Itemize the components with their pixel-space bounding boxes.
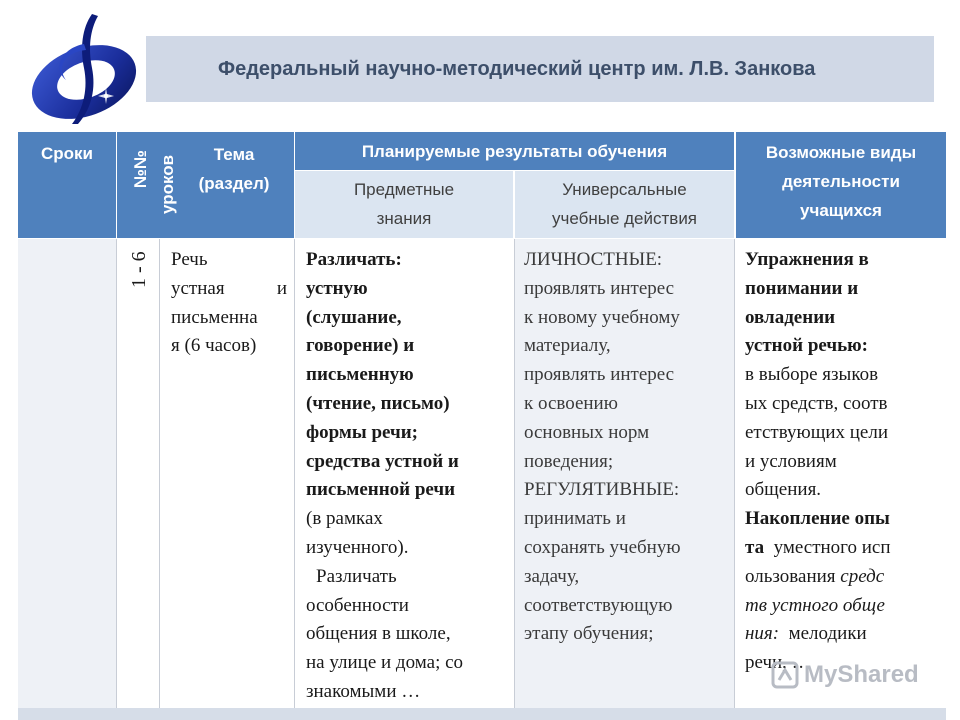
activities-line: устной речью: xyxy=(745,335,868,357)
activities-line: речи, … xyxy=(745,652,811,674)
subject-line: на улице и дома; со xyxy=(306,652,464,674)
activities-line: тв устного обще xyxy=(745,594,885,616)
subject-line: изученного). xyxy=(306,536,409,558)
activities-line-11 xyxy=(745,534,941,563)
header-urokov-label: уроков xyxy=(158,154,177,214)
tema-line: Речь xyxy=(171,249,208,270)
activities-line: ых средств, соотв xyxy=(745,392,888,414)
universal-line: соответствующую xyxy=(524,594,673,616)
universal-line: ЛИЧНОСТНЫЕ: xyxy=(524,249,663,270)
subject-line: (в рамках xyxy=(306,508,383,530)
tema-word: и xyxy=(276,277,287,299)
universal-line: принимать и xyxy=(524,508,626,530)
watermark xyxy=(770,660,919,690)
subject-line: письменной речи xyxy=(306,479,456,501)
activities-line: Накопление опы xyxy=(745,508,890,530)
universal-line: к освоению xyxy=(524,392,618,414)
watermark-icon xyxy=(770,660,800,690)
universal-line: поведения; xyxy=(524,450,614,472)
cell-sroki xyxy=(18,239,116,708)
watermark-text: MyShared xyxy=(804,661,919,688)
divider xyxy=(294,239,295,708)
tema-line: письменна xyxy=(171,306,258,328)
activities-text xyxy=(745,246,941,678)
subject-line: (слушание, xyxy=(306,306,402,328)
lesson-plan-table xyxy=(18,132,946,720)
activities-word: та xyxy=(745,536,765,558)
universal-line: сохранять учебную xyxy=(524,536,681,558)
activities-word: уместного исп xyxy=(773,536,891,558)
divider xyxy=(734,239,735,708)
center-title: Федеральный научно-методический центр им. Л.В. Занкова xyxy=(218,57,816,80)
subject-line: письменную xyxy=(306,364,414,386)
activities-line: понимании и xyxy=(745,277,859,299)
activities-line-14 xyxy=(745,620,941,649)
header-urokov xyxy=(160,132,182,238)
subject-line: Различать: xyxy=(306,249,402,270)
activities-line: овладении xyxy=(745,306,836,328)
header-universal-label: Универсальные учебные действия xyxy=(551,180,698,228)
universal-line: проявлять интерес xyxy=(524,277,675,299)
header-planned-label: Планируемые результаты обучения xyxy=(361,142,668,161)
header-num-label: №№ xyxy=(131,150,150,188)
activities-word: средс xyxy=(840,565,885,587)
lesson-numbers: 1 - 6 xyxy=(128,251,150,288)
header-sroki xyxy=(18,132,116,238)
header-tema-label: Тема (раздел) xyxy=(198,145,270,193)
header-activities xyxy=(735,132,946,238)
next-row-strip xyxy=(18,708,946,720)
activities-word: ользования xyxy=(745,565,836,587)
universal-line: проявлять интерес xyxy=(524,364,675,386)
activities-line: Упражнения в xyxy=(745,249,869,270)
activities-line: етствующих цели xyxy=(745,421,889,443)
header-subject xyxy=(295,171,514,238)
header-subject-label: Предметные знания xyxy=(353,180,455,228)
header-activities-label: Возможные виды деятельности учащихся xyxy=(765,143,917,220)
subject-line: говорение) и xyxy=(306,335,415,357)
universal-line: к новому учебному xyxy=(524,306,680,328)
header-planned xyxy=(295,132,734,170)
subject-line: формы речи; xyxy=(306,421,418,443)
subject-line: общения в школе, xyxy=(306,623,451,645)
activities-word: ния: xyxy=(745,623,780,645)
cell-lessons xyxy=(116,239,160,708)
activities-word: мелодики xyxy=(788,623,867,645)
activities-line-12 xyxy=(745,563,941,592)
universal-line: этапу обучения; xyxy=(524,623,654,645)
subject-line: особенности xyxy=(306,594,409,616)
subject-line: (чтение, письмо) xyxy=(306,392,450,414)
universal-text xyxy=(524,246,729,649)
universal-line: задачу, xyxy=(524,565,580,587)
tema-line-2 xyxy=(171,275,287,304)
activities-line: общения. xyxy=(745,479,822,501)
tema-word: устная xyxy=(171,277,225,299)
subject-line: устную xyxy=(306,277,368,299)
universal-line: основных норм xyxy=(524,421,650,443)
subject-line: Различать xyxy=(316,565,397,587)
activities-line: и условиям xyxy=(745,450,837,472)
tema-text xyxy=(171,246,287,361)
subject-line: знакомыми … xyxy=(306,680,421,702)
activities-line: в выборе языков xyxy=(745,364,879,386)
header-universal xyxy=(515,171,734,238)
divider xyxy=(514,239,515,708)
tema-line: я (6 часов) xyxy=(171,335,257,357)
header-sroki-label: Сроки xyxy=(40,144,93,163)
universal-line: РЕГУЛЯТИВНЫЕ: xyxy=(524,479,680,501)
center-logo xyxy=(22,8,142,128)
subject-text xyxy=(306,246,511,707)
title-banner xyxy=(146,36,934,102)
universal-line: материалу, xyxy=(524,335,611,357)
header-tema xyxy=(182,132,294,238)
subject-line: средства устной и xyxy=(306,450,459,472)
